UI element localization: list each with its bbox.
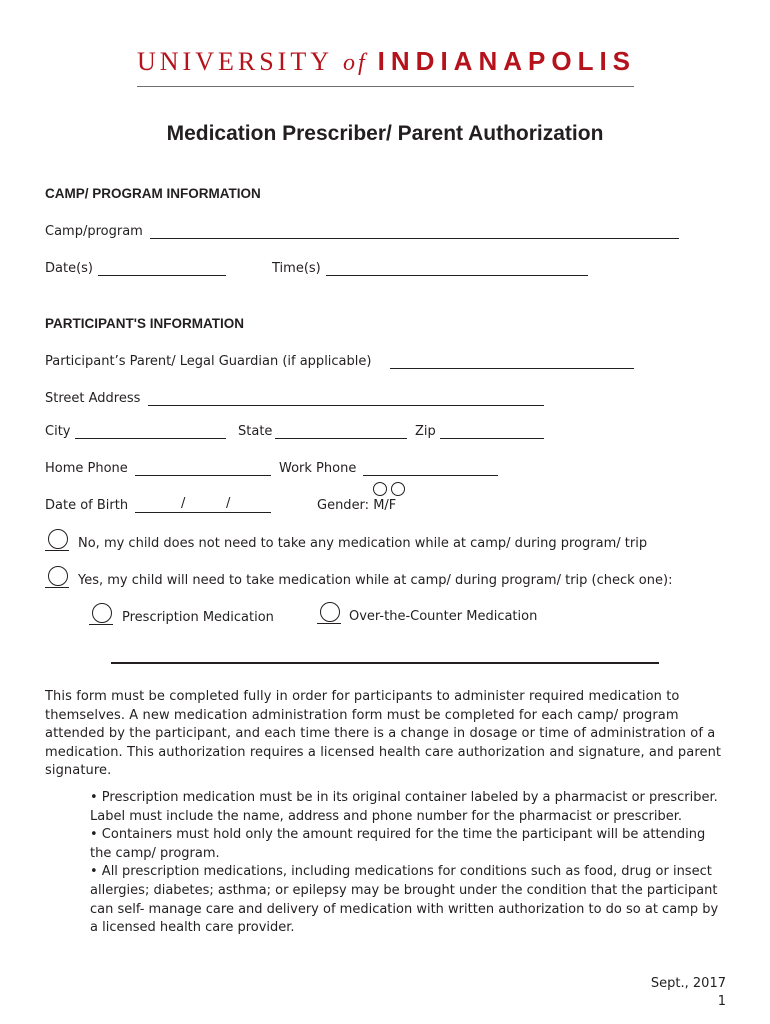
dates-field[interactable] <box>98 275 226 276</box>
dob-separator-1: / <box>181 496 186 511</box>
logo-divider <box>137 86 634 87</box>
otc-label: Over-the-Counter Medication <box>349 609 538 624</box>
guardian-field[interactable] <box>390 368 634 369</box>
prescription-radio[interactable] <box>92 603 112 623</box>
instructions-paragraph: This form must be completed fully in order for participants to administer required medication to themselves. A new medication administration form must be completed for each camp/ program attended by the participant, and each time there is a change in dosage or time of administration of a medication. This authorization requires a licensed health care authorization and signature, and parent signature. <box>45 689 722 779</box>
page-number: 1 <box>717 994 726 1009</box>
work-phone-field[interactable] <box>363 475 498 476</box>
dob-separator-2: / <box>226 496 231 511</box>
yes-medication-check-line <box>45 587 69 588</box>
zip-label: Zip <box>415 424 436 439</box>
camp-program-field[interactable] <box>150 238 679 239</box>
gender-label: Gender: M/F <box>317 498 397 513</box>
section-divider <box>111 662 659 664</box>
participant-section-heading: PARTICIPANT'S INFORMATION <box>45 316 244 331</box>
dob-label: Date of Birth <box>45 498 129 513</box>
bullet-container-amount: • Containers must hold only the amount required for the time the participant will be attending the camp/ program. <box>90 827 706 861</box>
no-medication-label: No, my child does not need to take any medication while at camp/ during program/ trip <box>78 536 648 551</box>
city-field[interactable] <box>75 438 226 439</box>
otc-radio[interactable] <box>320 602 340 622</box>
work-phone-label: Work Phone <box>279 461 357 476</box>
otc-check-line <box>317 623 341 624</box>
no-medication-radio[interactable] <box>48 529 68 549</box>
form-title: Medication Prescriber/ Parent Authorization <box>166 122 604 145</box>
city-label: City <box>45 424 71 439</box>
yes-medication-radio[interactable] <box>48 566 68 586</box>
state-field[interactable] <box>275 438 407 439</box>
gender-female-radio[interactable] <box>391 482 405 496</box>
state-label: State <box>238 424 273 439</box>
camp-section-heading: CAMP/ PROGRAM INFORMATION <box>45 186 261 201</box>
no-medication-check-line <box>45 550 69 551</box>
university-logo <box>137 46 637 78</box>
prescription-check-line <box>89 624 113 625</box>
prescription-label: Prescription Medication <box>122 610 274 625</box>
bullet-self-manage: • All prescription medications, including medications for conditions such as food, drug or insect allergies; diabetes; asthma; or epilepsy may be brought under the condition that the participant can self- manage care and delivery of medication with written authorization to do so at camp by a licensed health care provider. <box>90 864 719 936</box>
zip-field[interactable] <box>440 438 544 439</box>
footer <box>651 975 726 1011</box>
dob-field[interactable] <box>135 512 271 513</box>
home-phone-field[interactable] <box>135 475 271 476</box>
street-address-field[interactable] <box>148 405 544 406</box>
dates-label: Date(s) <box>45 261 93 276</box>
footer-date: Sept., 2017 <box>650 976 726 991</box>
guardian-label: Participant’s Parent/ Legal Guardian (if applicable) <box>45 354 372 369</box>
home-phone-label: Home Phone <box>45 461 128 476</box>
gender-male-radio[interactable] <box>373 482 387 496</box>
logo-indianapolis-text: INDIANAPOLIS <box>377 46 637 76</box>
yes-medication-label: Yes, my child will need to take medication while at camp/ during program/ trip (check one): <box>78 573 673 588</box>
times-field[interactable] <box>326 275 588 276</box>
logo-university-text: UNIVERSITY <box>137 47 333 76</box>
instructions-bullets <box>90 789 730 938</box>
logo-of-text: of <box>343 50 368 76</box>
camp-program-label: Camp/program <box>45 224 143 239</box>
street-address-label: Street Address <box>45 391 141 406</box>
times-label: Time(s) <box>272 261 321 276</box>
bullet-prescription-container: • Prescription medication must be in its original container labeled by a pharmacist or prescriber. Label must include the name, address and phone number for the pharmacist or prescriber. <box>90 790 718 824</box>
